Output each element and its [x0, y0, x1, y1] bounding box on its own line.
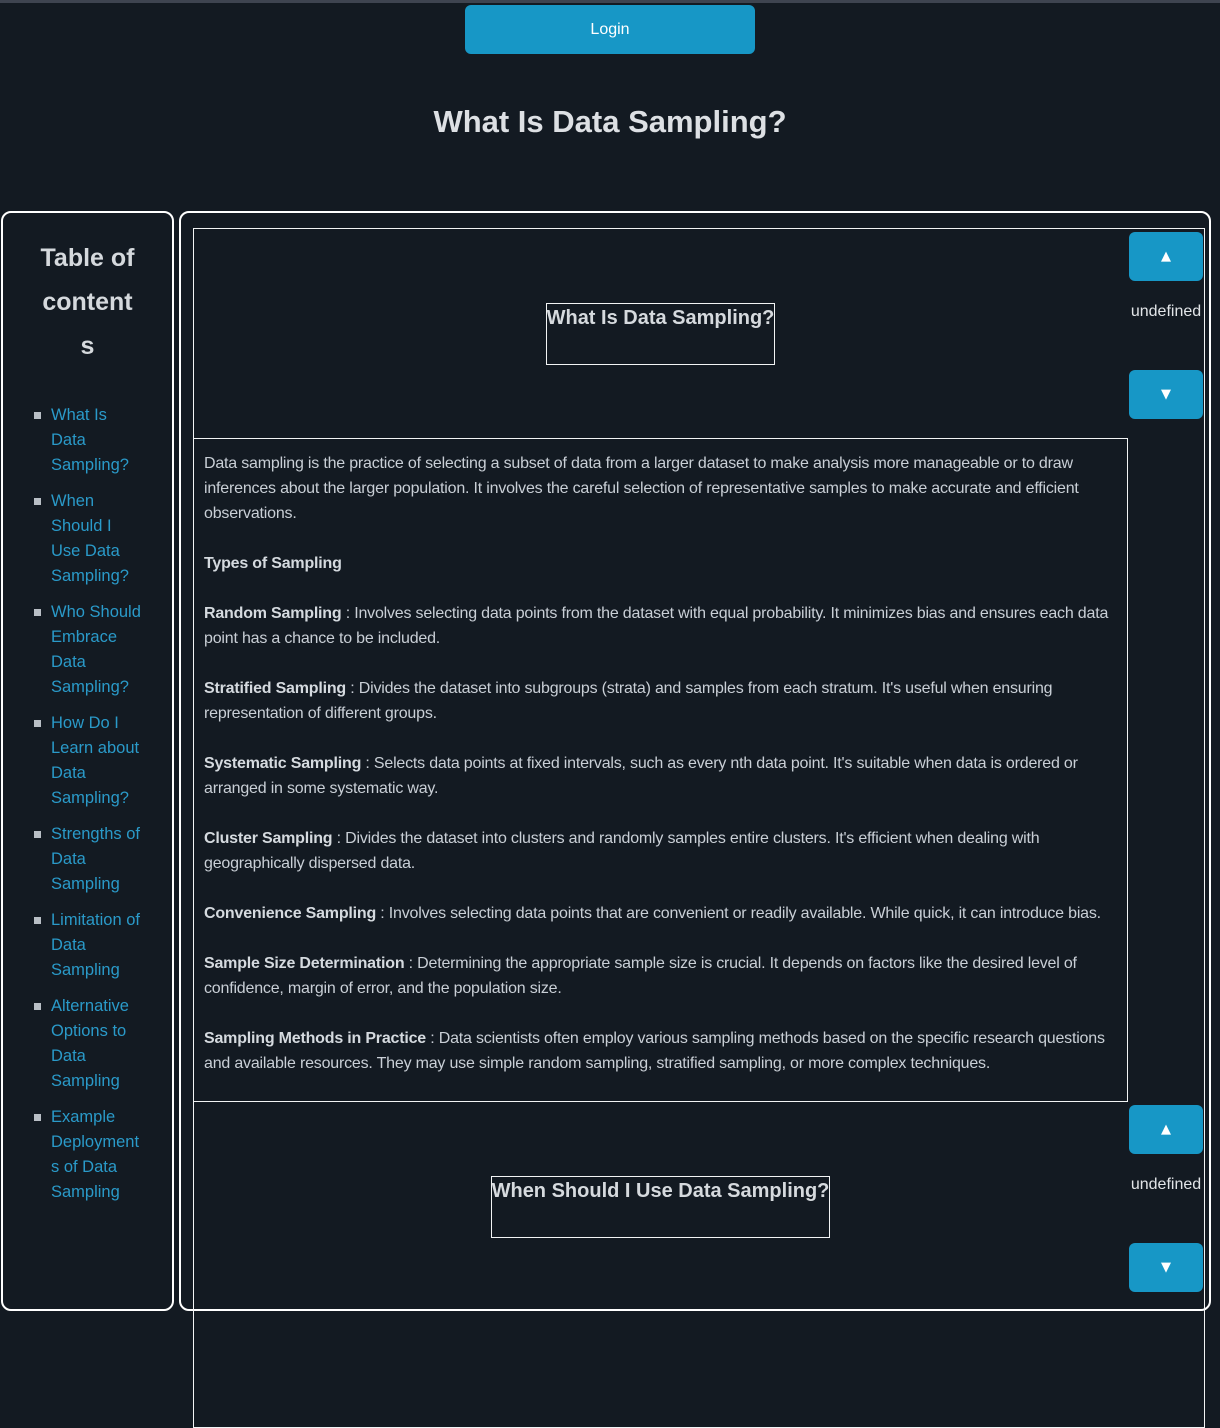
section-when-should-i-use-data-sampling — [194, 1102, 1204, 1292]
move-section-up-button[interactable] — [1129, 1105, 1203, 1154]
section-heading: When Should I Use Data Sampling? — [491, 1180, 830, 1202]
toc-item — [34, 908, 172, 983]
toc-title: Table of contents — [40, 244, 135, 360]
toc-link-who-should-embrace-data-sampling[interactable]: Who Should Embrace Data Sampling? — [51, 603, 141, 696]
move-section-down-button[interactable] — [1129, 1243, 1203, 1292]
toc-link-strengths-of-data-sampling[interactable]: Strengths of Data Sampling — [51, 825, 140, 893]
section-status-label: undefined — [1130, 303, 1202, 320]
square-bullet-icon — [34, 1114, 41, 1121]
paragraph: Stratified Sampling : Divides the dataset into subgroups (strata) and samples from each stratum. It's useful when ensuring representation of different groups. — [204, 680, 1053, 722]
move-section-up-button[interactable] — [1129, 232, 1203, 281]
section-status-label: undefined — [1130, 1176, 1202, 1193]
toc-link-when-should-i-use-data-sampling[interactable]: When Should I Use Data Sampling? — [51, 492, 129, 585]
arrow-up-icon: ▲ — [1161, 1122, 1171, 1137]
arrow-up-icon: ▲ — [1161, 249, 1171, 264]
square-bullet-icon — [34, 917, 41, 924]
paragraph: Types of Sampling — [204, 555, 342, 572]
square-bullet-icon — [34, 609, 41, 616]
toc-link-how-do-i-learn-about-data-sampling[interactable]: How Do I Learn about Data Sampling? — [51, 714, 140, 807]
toc-item — [34, 403, 172, 478]
paragraph: Cluster Sampling : Divides the dataset into clusters and randomly samples entire clusters. It's efficient when dealing with geographically dispersed data. — [204, 830, 1040, 872]
toc-link-example-deployments-of-data-sampling[interactable]: Example Deployments of Data Sampling — [51, 1108, 140, 1201]
paragraph: Sampling Methods in Practice : Data scientists often employ various sampling methods based on the specific research questions and available resources. They may use simple random sampling, stratified sampling, or more complex techniques. — [204, 1030, 1105, 1072]
toc-item — [34, 822, 172, 897]
square-bullet-icon — [34, 412, 41, 419]
paragraph: Data sampling is the practice of selecting a subset of data from a larger dataset to make analysis more manageable or to draw inferences about the larger population. It involves the careful selection of representative samples to make accurate and efficient observations. — [204, 455, 1079, 522]
section-heading-box — [491, 1176, 831, 1238]
toc-link-limitation-of-data-sampling[interactable]: Limitation of Data Sampling — [51, 911, 140, 979]
section-heading: What Is Data Sampling? — [546, 307, 775, 329]
toc-item — [34, 994, 172, 1094]
square-bullet-icon — [34, 720, 41, 727]
section-heading-box — [546, 303, 776, 365]
table-of-contents-panel — [1, 211, 174, 1311]
toc-item — [34, 489, 172, 589]
toc-item — [34, 600, 172, 700]
toc-item — [34, 711, 172, 811]
arrow-down-icon: ▼ — [1161, 387, 1171, 402]
paragraph: Systematic Sampling : Selects data points at fixed intervals, such as every nth data point. It's suitable when data is ordered or arranged in some systematic way. — [204, 755, 1078, 797]
section-controls — [1129, 1102, 1203, 1292]
toc-list — [3, 403, 172, 1205]
page-title: What Is Data Sampling? — [433, 104, 787, 139]
section-content-box — [193, 438, 1128, 1102]
toc-link-what-is-data-sampling[interactable]: What Is Data Sampling? — [51, 406, 129, 474]
sections-container — [193, 228, 1205, 1428]
square-bullet-icon — [34, 831, 41, 838]
section-what-is-data-sampling — [194, 229, 1204, 1102]
toc-link-alternative-options-to-data-sampling[interactable]: Alternative Options to Data Sampling — [51, 997, 129, 1090]
login-button[interactable]: Login — [465, 5, 755, 54]
square-bullet-icon — [34, 498, 41, 505]
top-border-strip — [0, 0, 1220, 3]
move-section-down-button[interactable] — [1129, 370, 1203, 419]
square-bullet-icon — [34, 1003, 41, 1010]
article-column — [193, 1102, 1128, 1238]
section-controls — [1129, 229, 1203, 419]
paragraph: Random Sampling : Involves selecting data points from the dataset with equal probability. It minimizes bias and ensures each data point has a chance to be included. — [204, 605, 1109, 647]
paragraph: Sample Size Determination : Determining the appropriate sample size is crucial. It depends on factors like the desired level of confidence, margin of error, and the population size. — [204, 955, 1077, 997]
paragraph: Convenience Sampling : Involves selecting data points that are convenient or readily available. While quick, it can introduce bias. — [204, 905, 1101, 922]
toc-item — [34, 1105, 172, 1205]
main-layout — [0, 211, 1220, 1311]
arrow-down-icon: ▼ — [1161, 1260, 1171, 1275]
article-column — [193, 229, 1128, 1102]
content-panel — [179, 211, 1211, 1311]
